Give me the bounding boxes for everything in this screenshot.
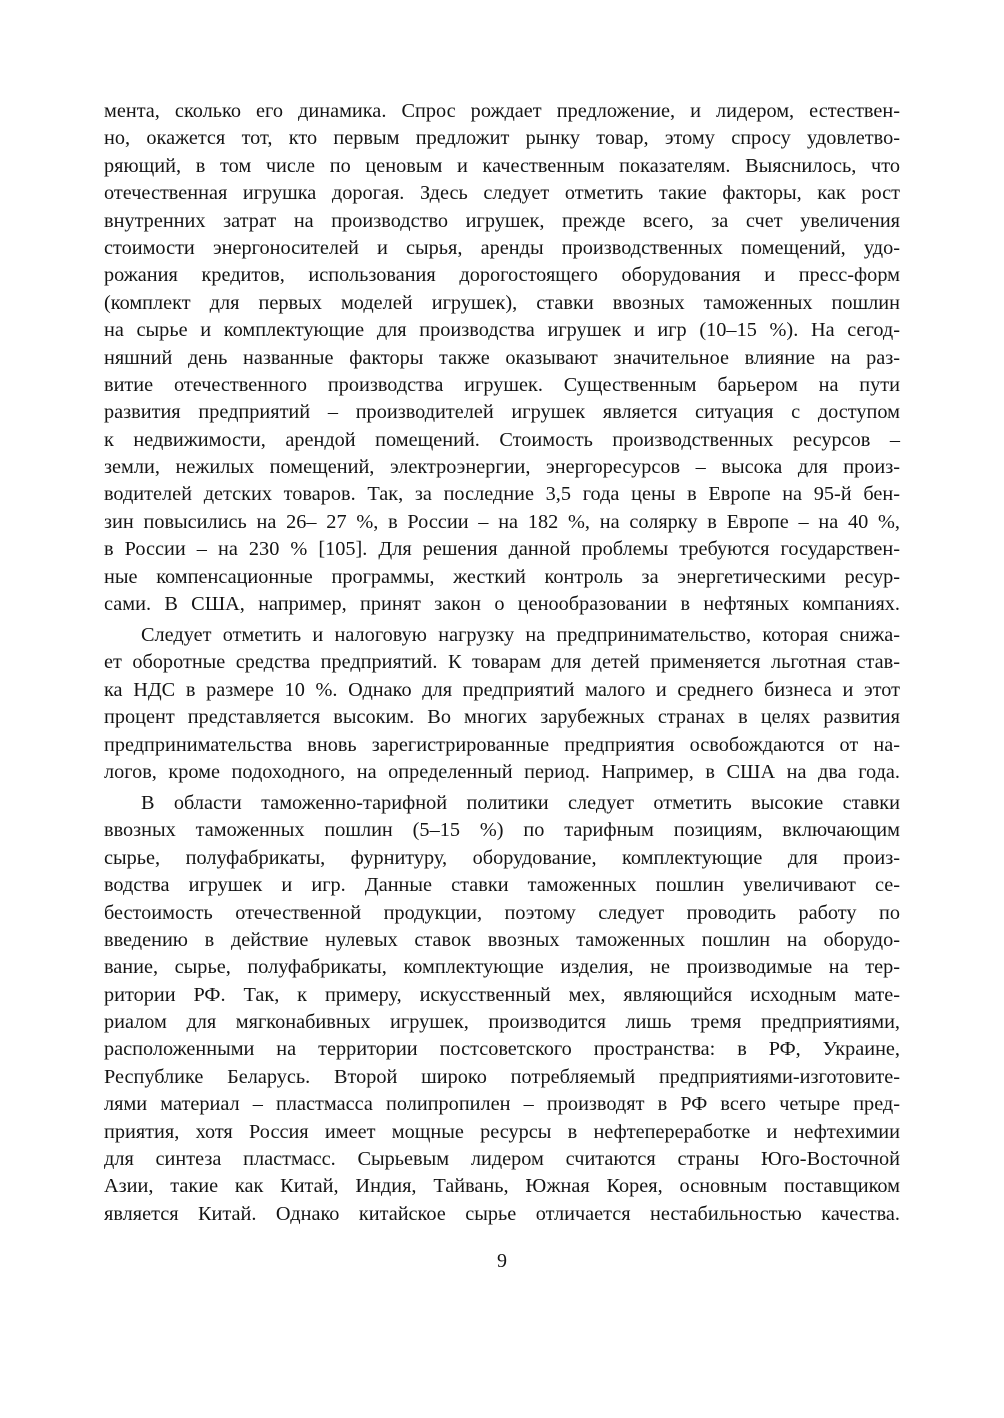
text-line: рожания кредитов, использования дорогостоящего оборудования и пресс-форм <box>104 264 900 287</box>
text-line: риалом для мягконабивных игрушек, производится лишь тремя предприятиями, <box>104 1011 900 1034</box>
text-line: процент представляется высоким. Во многих зарубежных странах в целях развития <box>104 706 900 729</box>
text-line: ет оборотные средства предприятий. К товарам для детей применяется льготная став- <box>104 651 900 674</box>
text-line: сырье, полуфабрикаты, фурнитуру, оборудование, комплектующие для произ- <box>104 846 900 869</box>
text-line: но, окажется тот, кто первым предложит рынку товар, этому спросу удовлетво- <box>104 127 900 150</box>
text-line: предпринимательства вновь зарегистрированные предприятия освобождаются от на- <box>104 733 900 756</box>
text-line: внутренних затрат на производство игрушек, прежде всего, за счет увеличения <box>104 209 900 232</box>
text-line: витие отечественного производства игрушек. Существенным барьером на пути <box>104 373 900 396</box>
paragraph-1 <box>104 98 900 618</box>
body-text <box>104 98 900 1232</box>
text-line: Азии, такие как Китай, Индия, Тайвань, Южная Корея, основным поставщиком <box>104 1175 900 1198</box>
text-line: сами. В США, например, принят закон о ценообразовании в нефтяных компаниях. <box>104 593 900 616</box>
text-line: водства игрушек и игр. Данные ставки таможенных пошлин увеличивают се- <box>104 874 900 897</box>
text-line: к недвижимости, арендой помещений. Стоимость производственных ресурсов – <box>104 428 900 451</box>
text-line: лями материал – пластмасса полипропилен – производят в РФ всего четыре пред- <box>104 1093 900 1116</box>
text-line: введению в действие нулевых ставок ввозных таможенных пошлин на оборудо- <box>104 928 900 951</box>
text-line: приятия, хотя Россия имеет мощные ресурсы в нефтепереработке и нефтехимии <box>104 1120 900 1143</box>
page-number: 9 <box>497 1250 507 1272</box>
text-line: является Китай. Однако китайское сырье отличается нестабильностью качества. <box>104 1202 900 1225</box>
text-line: стоимости энергоносителей и сырья, аренды производственных помещений, удо- <box>104 236 900 259</box>
text-line: на сырье и комплектующие для производства игрушек и игр (10–15 %). На сегод- <box>104 319 900 342</box>
text-line: бестоимость отечественной продукции, поэтому следует проводить работу по <box>104 901 900 924</box>
text-line: развития предприятий – производителей игрушек является ситуация с доступом <box>104 401 900 424</box>
text-line: мента, сколько его динамика. Спрос рождает предложение, и лидером, естествен- <box>104 100 900 122</box>
text-line: расположенными на территории постсоветского пространства: в РФ, Украине, <box>104 1038 900 1061</box>
text-line: В области таможенно-тарифной политики следует отметить высокие ставки <box>141 791 900 814</box>
paragraph-3 <box>104 790 900 1228</box>
text-line: логов, кроме подоходного, на определенный период. Например, в США на два года. <box>104 760 900 783</box>
text-line: водителей детских товаров. Так, за последние 3,5 года цены в Европе на 95-й бен- <box>104 483 900 506</box>
text-line: зин повысились на 26– 27 %, в России – на 182 %, на солярку в Европе – на 40 %, <box>104 510 900 533</box>
text-line: няшний день названные факторы также оказывают значительное влияние на раз- <box>104 346 900 369</box>
text-line: ритории РФ. Так, к примеру, искусственный мех, являющийся исходным мате- <box>104 983 900 1006</box>
text-line: отечественная игрушка дорогая. Здесь следует отметить такие факторы, как рост <box>104 182 900 205</box>
text-line: вание, сырье, полуфабрикаты, комплектующие изделия, не производимые на тер- <box>104 956 900 979</box>
text-line: в России – на 230 % [105]. Для решения данной проблемы требуются государствен- <box>104 538 900 561</box>
text-line: ряющий, в том числе по ценовым и качественным показателям. Выяснилось, что <box>104 154 900 177</box>
paragraph-2 <box>104 622 900 786</box>
text-line: ввозных таможенных пошлин (5–15 %) по тарифным позициям, включающим <box>104 819 900 842</box>
text-line: Следует отметить и налоговую нагрузку на предпринимательство, которая снижа- <box>141 624 900 647</box>
text-line: для синтеза пластмасс. Сырьевым лидером считаются страны Юго-Восточной <box>104 1148 900 1171</box>
text-line: земли, нежилых помещений, электроэнергии, энергоресурсов – высока для произ- <box>104 456 900 479</box>
text-line: ные компенсационные программы, жесткий контроль за энергетическими ресур- <box>104 565 900 588</box>
text-line: Республике Беларусь. Второй широко потребляемый предприятиями-изготовите- <box>104 1065 900 1088</box>
text-line: ка НДС в размере 10 %. Однако для предприятий малого и среднего бизнеса и этот <box>104 678 900 701</box>
text-line: (комплект для первых моделей игрушек), ставки ввозных таможенных пошлин <box>104 291 900 314</box>
